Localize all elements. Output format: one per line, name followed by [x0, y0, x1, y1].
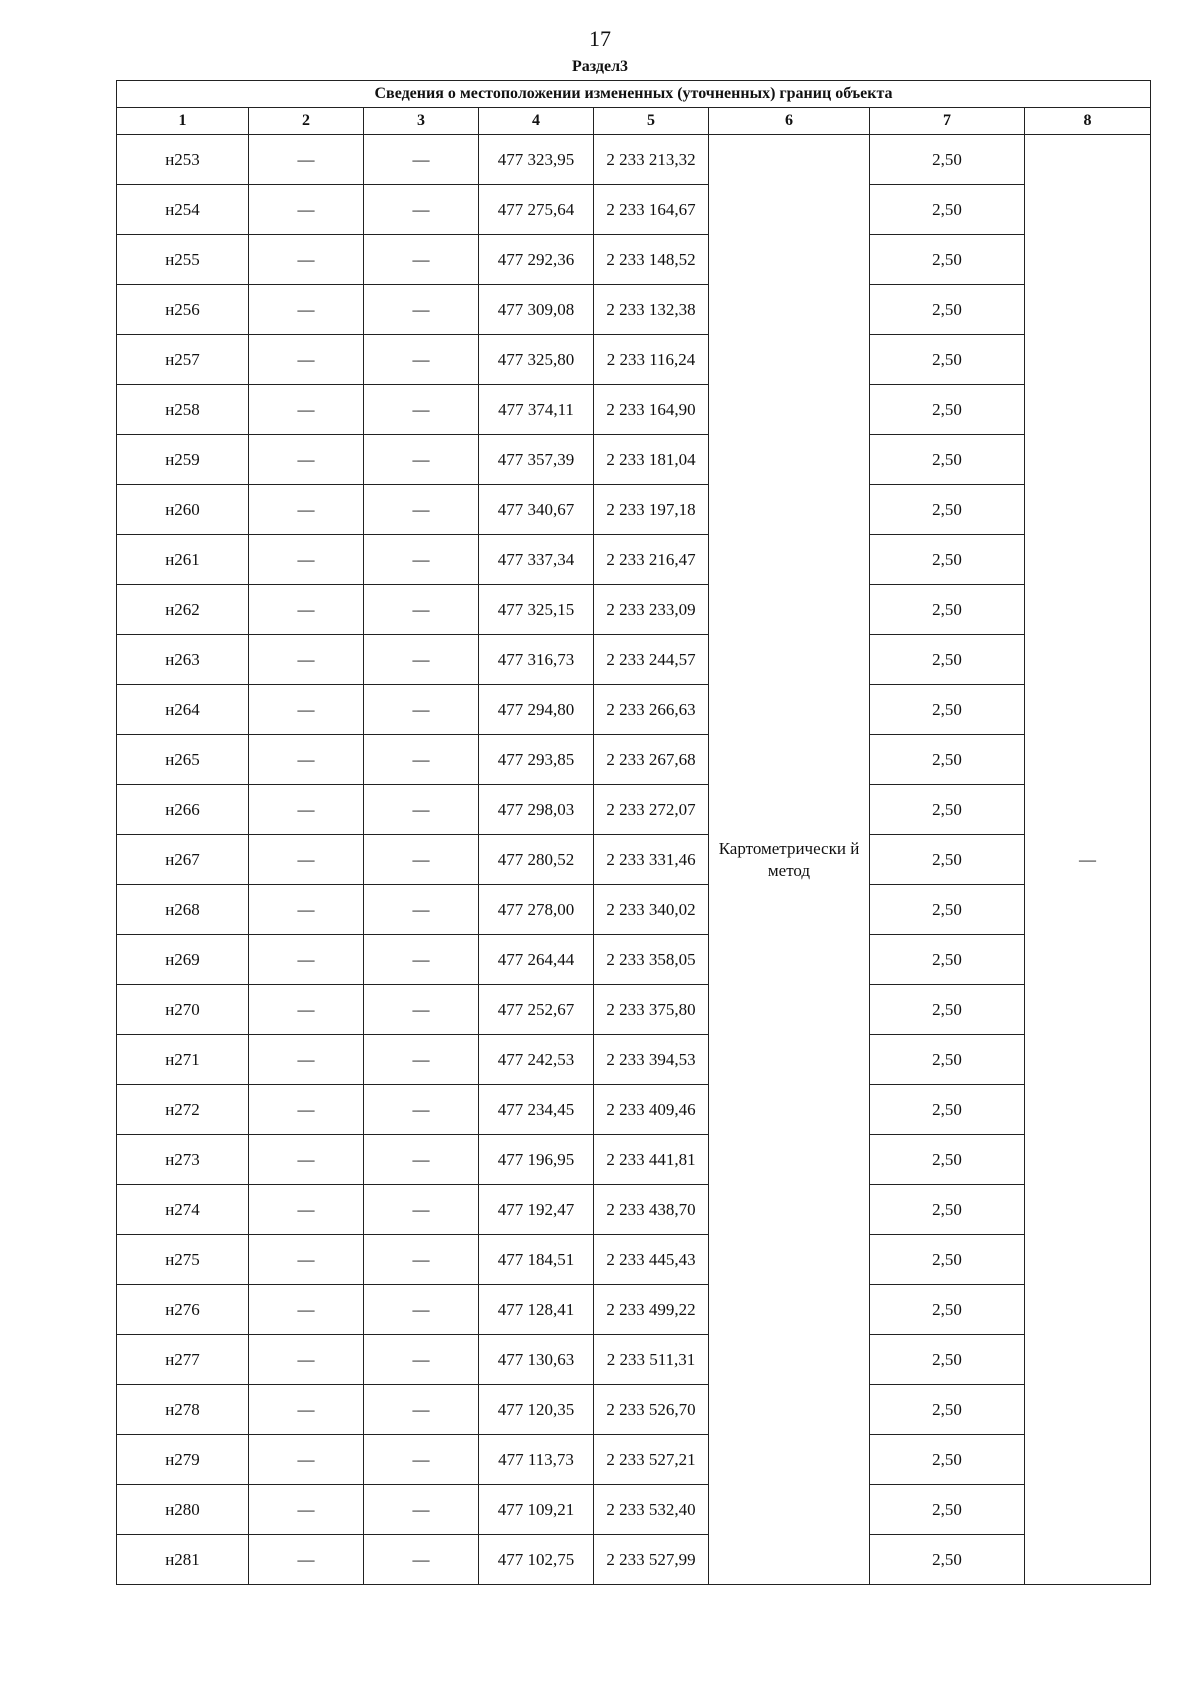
table-row	[117, 485, 1151, 535]
y-coordinate-cell: 2 233 164,67	[594, 185, 709, 235]
accuracy-cell: 2,50	[870, 985, 1025, 1035]
accuracy-cell: 2,50	[870, 135, 1025, 185]
point-id-cell: н253	[117, 135, 249, 185]
x-coordinate-cell: 477 293,85	[479, 735, 594, 785]
column-3-cell: —	[364, 785, 479, 835]
y-coordinate-cell: 2 233 526,70	[594, 1385, 709, 1435]
table-row	[117, 1385, 1151, 1435]
point-id-cell: н268	[117, 885, 249, 935]
table-row	[117, 1135, 1151, 1185]
column-number-2: 2	[249, 108, 364, 135]
accuracy-cell: 2,50	[870, 1135, 1025, 1185]
x-coordinate-cell: 477 120,35	[479, 1385, 594, 1435]
point-id-cell: н276	[117, 1285, 249, 1335]
column-2-cell: —	[249, 1535, 364, 1585]
accuracy-cell: 2,50	[870, 1185, 1025, 1235]
y-coordinate-cell: 2 233 181,04	[594, 435, 709, 485]
x-coordinate-cell: 477 196,95	[479, 1135, 594, 1185]
column-3-cell: —	[364, 535, 479, 585]
column-8-cell: —	[1025, 135, 1151, 1585]
y-coordinate-cell: 2 233 267,68	[594, 735, 709, 785]
x-coordinate-cell: 477 252,67	[479, 985, 594, 1035]
point-id-cell: н261	[117, 535, 249, 585]
x-coordinate-cell: 477 128,41	[479, 1285, 594, 1335]
point-id-cell: н272	[117, 1085, 249, 1135]
accuracy-cell: 2,50	[870, 935, 1025, 985]
x-coordinate-cell: 477 337,34	[479, 535, 594, 585]
column-3-cell: —	[364, 1485, 479, 1535]
table-row	[117, 235, 1151, 285]
point-id-cell: н264	[117, 685, 249, 735]
x-coordinate-cell: 477 309,08	[479, 285, 594, 335]
y-coordinate-cell: 2 233 148,52	[594, 235, 709, 285]
column-3-cell: —	[364, 1135, 479, 1185]
x-coordinate-cell: 477 234,45	[479, 1085, 594, 1135]
column-2-cell: —	[249, 235, 364, 285]
table-row	[117, 1485, 1151, 1535]
table-caption: Сведения о местоположении измененных (уточненных) границ объекта	[117, 81, 1151, 108]
accuracy-cell: 2,50	[870, 1385, 1025, 1435]
accuracy-cell: 2,50	[870, 285, 1025, 335]
y-coordinate-cell: 2 233 527,21	[594, 1435, 709, 1485]
column-3-cell: —	[364, 985, 479, 1035]
y-coordinate-cell: 2 233 438,70	[594, 1185, 709, 1235]
y-coordinate-cell: 2 233 266,63	[594, 685, 709, 735]
y-coordinate-cell: 2 233 216,47	[594, 535, 709, 585]
point-id-cell: н267	[117, 835, 249, 885]
x-coordinate-cell: 477 242,53	[479, 1035, 594, 1085]
x-coordinate-cell: 477 192,47	[479, 1185, 594, 1235]
accuracy-cell: 2,50	[870, 1335, 1025, 1385]
x-coordinate-cell: 477 130,63	[479, 1335, 594, 1385]
x-coordinate-cell: 477 357,39	[479, 435, 594, 485]
point-id-cell: н277	[117, 1335, 249, 1385]
accuracy-cell: 2,50	[870, 735, 1025, 785]
x-coordinate-cell: 477 292,36	[479, 235, 594, 285]
point-id-cell: н257	[117, 335, 249, 385]
table-row	[117, 1535, 1151, 1585]
accuracy-cell: 2,50	[870, 1435, 1025, 1485]
accuracy-cell: 2,50	[870, 835, 1025, 885]
x-coordinate-cell: 477 264,44	[479, 935, 594, 985]
y-coordinate-cell: 2 233 213,32	[594, 135, 709, 185]
point-id-cell: н275	[117, 1235, 249, 1285]
column-2-cell: —	[249, 985, 364, 1035]
table-row	[117, 985, 1151, 1035]
table-row	[117, 635, 1151, 685]
x-coordinate-cell: 477 113,73	[479, 1435, 594, 1485]
column-3-cell: —	[364, 935, 479, 985]
column-3-cell: —	[364, 585, 479, 635]
column-number-6: 6	[709, 108, 870, 135]
column-number-1: 1	[117, 108, 249, 135]
column-2-cell: —	[249, 135, 364, 185]
x-coordinate-cell: 477 325,80	[479, 335, 594, 385]
column-3-cell: —	[364, 1235, 479, 1285]
column-3-cell: —	[364, 285, 479, 335]
column-2-cell: —	[249, 935, 364, 985]
y-coordinate-cell: 2 233 164,90	[594, 385, 709, 435]
y-coordinate-cell: 2 233 132,38	[594, 285, 709, 335]
point-id-cell: н273	[117, 1135, 249, 1185]
table-row	[117, 385, 1151, 435]
accuracy-cell: 2,50	[870, 335, 1025, 385]
point-id-cell: н281	[117, 1535, 249, 1585]
column-2-cell: —	[249, 535, 364, 585]
table-body	[117, 135, 1151, 1585]
table-row	[117, 185, 1151, 235]
y-coordinate-cell: 2 233 116,24	[594, 335, 709, 385]
table-row	[117, 1185, 1151, 1235]
column-3-cell: —	[364, 1385, 479, 1435]
table-row	[117, 735, 1151, 785]
column-2-cell: —	[249, 685, 364, 735]
point-id-cell: н258	[117, 385, 249, 435]
column-3-cell: —	[364, 685, 479, 735]
point-id-cell: н279	[117, 1435, 249, 1485]
column-2-cell: —	[249, 1185, 364, 1235]
column-3-cell: —	[364, 1335, 479, 1385]
column-2-cell: —	[249, 1435, 364, 1485]
accuracy-cell: 2,50	[870, 535, 1025, 585]
y-coordinate-cell: 2 233 244,57	[594, 635, 709, 685]
table-row	[117, 585, 1151, 635]
table-row	[117, 835, 1151, 885]
column-3-cell: —	[364, 1535, 479, 1585]
table-row	[117, 1085, 1151, 1135]
point-id-cell: н269	[117, 935, 249, 985]
column-2-cell: —	[249, 1035, 364, 1085]
column-number-8: 8	[1025, 108, 1151, 135]
table-row	[117, 1235, 1151, 1285]
x-coordinate-cell: 477 316,73	[479, 635, 594, 685]
page-number: 17	[589, 26, 611, 51]
accuracy-cell: 2,50	[870, 435, 1025, 485]
table-row	[117, 935, 1151, 985]
table-row	[117, 785, 1151, 835]
x-coordinate-cell: 477 340,67	[479, 485, 594, 535]
point-id-cell: н263	[117, 635, 249, 685]
y-coordinate-cell: 2 233 197,18	[594, 485, 709, 535]
point-id-cell: н270	[117, 985, 249, 1035]
accuracy-cell: 2,50	[870, 1035, 1025, 1085]
column-2-cell: —	[249, 185, 364, 235]
accuracy-cell: 2,50	[870, 885, 1025, 935]
column-2-cell: —	[249, 885, 364, 935]
column-3-cell: —	[364, 635, 479, 685]
section-title: Раздел3	[571, 58, 629, 75]
column-2-cell: —	[249, 1235, 364, 1285]
column-number-5: 5	[594, 108, 709, 135]
point-id-cell: н271	[117, 1035, 249, 1085]
accuracy-cell: 2,50	[870, 485, 1025, 535]
column-2-cell: —	[249, 485, 364, 535]
column-2-cell: —	[249, 435, 364, 485]
column-3-cell: —	[364, 185, 479, 235]
table-row	[117, 1035, 1151, 1085]
x-coordinate-cell: 477 374,11	[479, 385, 594, 435]
column-3-cell: —	[364, 885, 479, 935]
point-id-cell: н255	[117, 235, 249, 285]
point-id-cell: н262	[117, 585, 249, 635]
x-coordinate-cell: 477 184,51	[479, 1235, 594, 1285]
column-3-cell: —	[364, 1435, 479, 1485]
column-3-cell: —	[364, 1085, 479, 1135]
x-coordinate-cell: 477 298,03	[479, 785, 594, 835]
accuracy-cell: 2,50	[870, 1285, 1025, 1335]
x-coordinate-cell: 477 294,80	[479, 685, 594, 735]
table-row	[117, 335, 1151, 385]
column-2-cell: —	[249, 585, 364, 635]
table-row	[117, 885, 1151, 935]
y-coordinate-cell: 2 233 233,09	[594, 585, 709, 635]
y-coordinate-cell: 2 233 532,40	[594, 1485, 709, 1535]
point-id-cell: н274	[117, 1185, 249, 1235]
y-coordinate-cell: 2 233 409,46	[594, 1085, 709, 1135]
column-2-cell: —	[249, 1335, 364, 1385]
column-2-cell: —	[249, 1085, 364, 1135]
table-row	[117, 285, 1151, 335]
method-cell: Картометрически й метод	[709, 135, 870, 1585]
column-3-cell: —	[364, 1035, 479, 1085]
column-2-cell: —	[249, 785, 364, 835]
column-2-cell: —	[249, 835, 364, 885]
y-coordinate-cell: 2 233 445,43	[594, 1235, 709, 1285]
x-coordinate-cell: 477 109,21	[479, 1485, 594, 1535]
accuracy-cell: 2,50	[870, 1535, 1025, 1585]
column-number-3: 3	[364, 108, 479, 135]
column-3-cell: —	[364, 235, 479, 285]
column-number-row	[117, 108, 1151, 135]
point-id-cell: н266	[117, 785, 249, 835]
y-coordinate-cell: 2 233 272,07	[594, 785, 709, 835]
column-2-cell: —	[249, 285, 364, 335]
column-2-cell: —	[249, 1135, 364, 1185]
point-id-cell: н265	[117, 735, 249, 785]
column-2-cell: —	[249, 635, 364, 685]
y-coordinate-cell: 2 233 340,02	[594, 885, 709, 935]
column-3-cell: —	[364, 835, 479, 885]
accuracy-cell: 2,50	[870, 185, 1025, 235]
y-coordinate-cell: 2 233 394,53	[594, 1035, 709, 1085]
accuracy-cell: 2,50	[870, 1485, 1025, 1535]
column-3-cell: —	[364, 1185, 479, 1235]
table-row	[117, 135, 1151, 185]
table-row	[117, 1285, 1151, 1335]
table-row	[117, 535, 1151, 585]
accuracy-cell: 2,50	[870, 385, 1025, 435]
column-2-cell: —	[249, 1385, 364, 1435]
column-number-4: 4	[479, 108, 594, 135]
column-3-cell: —	[364, 335, 479, 385]
y-coordinate-cell: 2 233 527,99	[594, 1535, 709, 1585]
column-3-cell: —	[364, 385, 479, 435]
point-id-cell: н259	[117, 435, 249, 485]
y-coordinate-cell: 2 233 511,31	[594, 1335, 709, 1385]
point-id-cell: н256	[117, 285, 249, 335]
table-row	[117, 1435, 1151, 1485]
table-row	[117, 435, 1151, 485]
table-row	[117, 1335, 1151, 1385]
x-coordinate-cell: 477 325,15	[479, 585, 594, 635]
accuracy-cell: 2,50	[870, 1235, 1025, 1285]
column-2-cell: —	[249, 735, 364, 785]
x-coordinate-cell: 477 275,64	[479, 185, 594, 235]
column-2-cell: —	[249, 1285, 364, 1335]
x-coordinate-cell: 477 102,75	[479, 1535, 594, 1585]
column-3-cell: —	[364, 1285, 479, 1335]
boundary-coordinates-table	[116, 80, 1151, 1585]
column-2-cell: —	[249, 385, 364, 435]
column-2-cell: —	[249, 335, 364, 385]
y-coordinate-cell: 2 233 441,81	[594, 1135, 709, 1185]
point-id-cell: н278	[117, 1385, 249, 1435]
table-row	[117, 685, 1151, 735]
x-coordinate-cell: 477 278,00	[479, 885, 594, 935]
point-id-cell: н280	[117, 1485, 249, 1535]
accuracy-cell: 2,50	[870, 685, 1025, 735]
accuracy-cell: 2,50	[870, 1085, 1025, 1135]
accuracy-cell: 2,50	[870, 785, 1025, 835]
column-2-cell: —	[249, 1485, 364, 1535]
column-3-cell: —	[364, 135, 479, 185]
x-coordinate-cell: 477 280,52	[479, 835, 594, 885]
y-coordinate-cell: 2 233 375,80	[594, 985, 709, 1035]
column-3-cell: —	[364, 485, 479, 535]
accuracy-cell: 2,50	[870, 585, 1025, 635]
point-id-cell: н254	[117, 185, 249, 235]
column-3-cell: —	[364, 735, 479, 785]
accuracy-cell: 2,50	[870, 635, 1025, 685]
accuracy-cell: 2,50	[870, 235, 1025, 285]
y-coordinate-cell: 2 233 331,46	[594, 835, 709, 885]
column-3-cell: —	[364, 435, 479, 485]
y-coordinate-cell: 2 233 358,05	[594, 935, 709, 985]
point-id-cell: н260	[117, 485, 249, 535]
column-number-7: 7	[870, 108, 1025, 135]
x-coordinate-cell: 477 323,95	[479, 135, 594, 185]
y-coordinate-cell: 2 233 499,22	[594, 1285, 709, 1335]
